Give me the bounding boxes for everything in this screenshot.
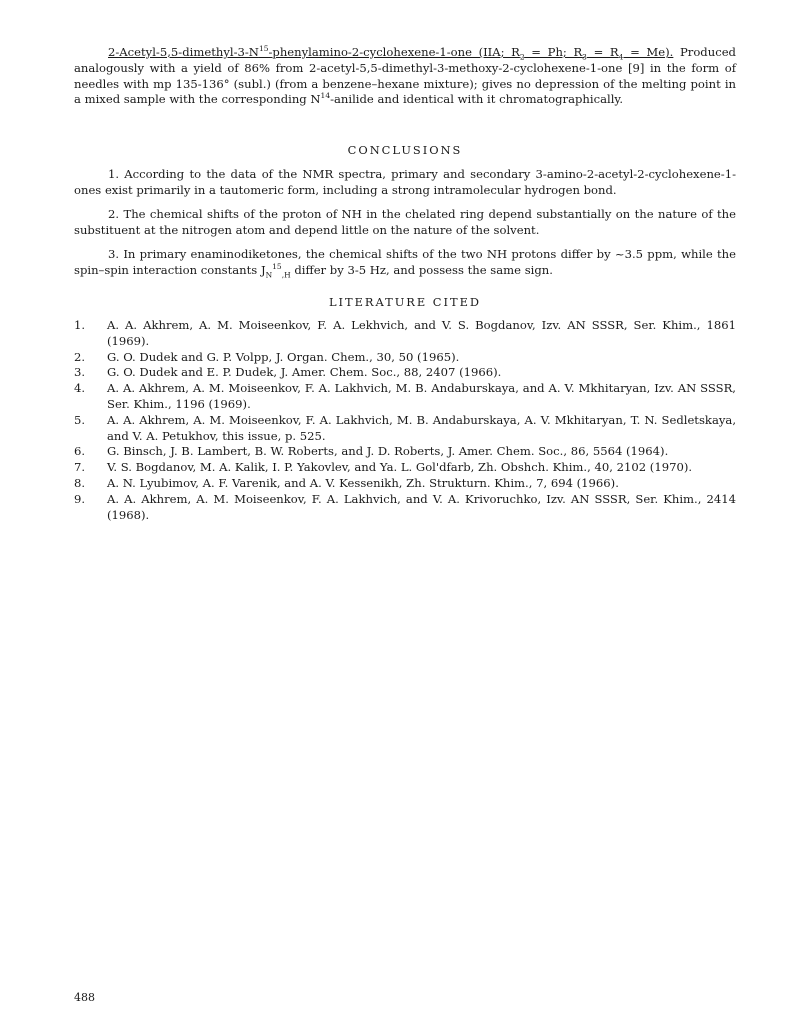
conclusion-item-3: 3. In primary enaminodiketones, the chemical shifts of the two NH protons differ by ~3.5 ppm, while the spin–spin interaction constants $J_N^{15}_{,H}$ differ by 3-5 Hz, and possess the same sign. — [74, 247, 736, 280]
conclusion-item-2: 2. The chemical shifts of the proton of NH in the chelated ring depend substantially on the nature of the substituent at the nitrogen atom and depend little on the nature of the solvent. — [74, 207, 736, 237]
reference-list — [74, 318, 736, 523]
compound-paragraph: $2-Acetyl-5,5-dimethyl-3-N^{15}-phenylamino-2-cyclohexene-1$-one (IIA; $R_2 = Ph$; $R_3 = R_4 = Me$). Produced analogously with a yield of 86% from 2-acetyl-5,5-dimethyl-3-methoxy-2-cyclohexene-1-one [9] in the form of needles with mp 135-136° (subl.) (from a benzene–hexane mixture); gives no depression of the melting point in a mixed sample with the corresponding $N^{14}$-anilide and identical with it chromatographically. — [74, 44, 736, 107]
reference-item: 2. G. O. Dudek and G. P. Volpp, J. Organ. Chem., 30, 50 (1965). — [74, 349, 460, 364]
reference-item: 3. G. O. Dudek and E. P. Dudek, J. Amer. Chem. Soc., 88, 2407 (1966). — [74, 365, 502, 380]
reference-item: 8. A. N. Lyubimov, A. F. Varenik, and A. V. Kessenikh, Zh. Strukturn. Khim., 7, 694 (1966). — [74, 475, 619, 490]
literature-heading: LITERATURE CITED — [328, 295, 482, 309]
reference-item: 9. A. A. Akhrem, A. M. Moiseenkov, F. A. Lakhvich, and V. A. Krivoruchko, Izv. AN SSSR, Ser. Khim., 2414 (1968). — [74, 491, 736, 522]
reference-item: 6. G. Binsch, J. B. Lambert, B. W. Roberts, and J. D. Roberts, J. Amer. Chem. Soc., 86, 5564 (1964). — [74, 444, 669, 459]
reference-item: 7. V. S. Bogdanov, M. A. Kalik, I. P. Yakovlev, and Ya. L. Gol'dfarb, Zh. Obshch. Khim., 40, 2102 (1970). — [74, 460, 693, 475]
reference-item: 5. A. A. Akhrem, A. M. Moiseenkov, F. A. Lakhvich, M. B. Andaburskaya, A. V. Mkhitaryan, T. N. Sedletskaya, and V. A. Petukhov, this issue, p. 525. — [74, 412, 736, 443]
page-number: 488 — [74, 991, 95, 1004]
compound-name: $2-Acetyl-5,5-dimethyl-3-N^{15}-phenylamino-2-cyclohexene-1$-one (IIA; $R_2 = Ph$; $R_3 = R_4 = Me$). — [108, 44, 674, 62]
reference-item: 1. A. A. Akhrem, A. M. Moiseenkov, F. A. Lekhvich, and V. S. Bogdanov, Izv. AN SSSR, Ser. Khim., 1861 (1969). — [74, 318, 736, 348]
conclusions-heading: CONCLUSIONS — [347, 143, 463, 157]
reference-item: 4. A. A. Akhrem, A. M. Moiseenkov, F. A. Lakhvich, M. B. Andaburskaya, and A. V. Mkhitaryan, Izv. AN SSSR, Ser. Khim., 1196 (1969). — [74, 381, 736, 411]
conclusion-item-1: 1. According to the data of the NMR spectra, primary and secondary 3-amino-2-acetyl-2-cyclohexene-1-ones exist primarily in a tautomeric form, including a strong intramolecular hydrogen bond. — [74, 167, 736, 197]
